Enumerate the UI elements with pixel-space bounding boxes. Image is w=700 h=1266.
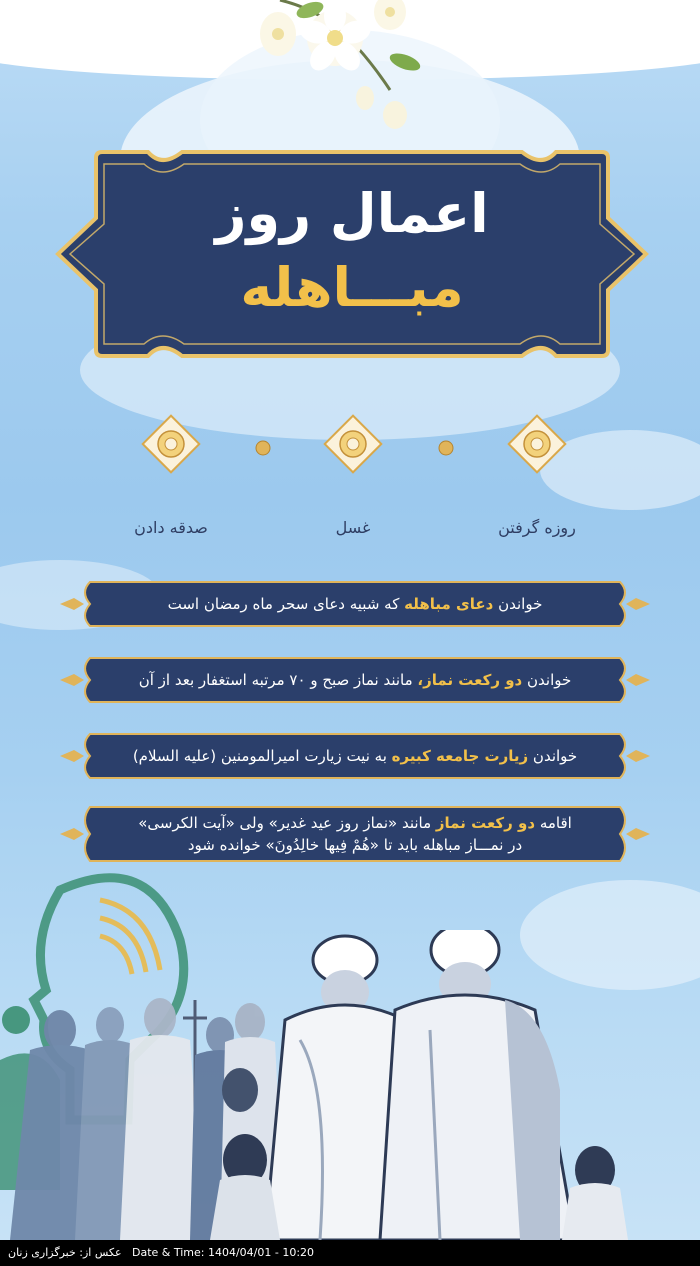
act-text: خواندن دو رکعت نماز، مانند نماز صبح و ۷۰ مرتبه استغفار بعد از آن [138,671,572,689]
act-label: روزه گرفتن [498,518,576,537]
footer-bar [0,1240,700,1266]
date-time: Date & Time: 1404/04/01 - 10:20 [132,1246,315,1259]
ornament-star-icon [323,414,383,474]
ornament-star-icon [141,414,201,474]
act-text: اقامه دو رکعت نماز مانند «نماز روز عید غدیر» ولی «آیت الکرسی» در نمـــاز مباهله باید تا «هُمْ فِیها خالِدُونَ» خوانده شود [138,814,572,854]
jasmine-flower-icon [240,0,440,140]
act-banner-3 [60,730,650,782]
title-plaque [52,148,652,360]
act-text: خواندن زیارت جامعه کبیره به نیت زیارت امیرالمومنین (علیه السلام) [132,747,578,765]
act-text: خواندن دعای مباهله که شبیه دعای سحر ماه رمضان است [167,595,543,613]
act-fasting [462,414,612,537]
act-charity [96,414,246,537]
mubahala-figures-illustration [0,930,700,1240]
act-banner-1 [60,578,650,630]
separator-dot-icon [255,440,271,456]
separator-dot-icon [438,440,454,456]
act-label: غسل [335,518,371,537]
acts-icon-row [0,414,700,544]
plaque-frame [52,148,652,360]
act-banner-2 [60,654,650,706]
title-line-1: اعمال روز [215,182,489,245]
photo-credit: عکس از: خبرگزاری زنان [8,1246,122,1259]
act-banner-4 [60,803,650,865]
act-label: صدقه دادن [134,518,208,537]
act-ghusl [278,414,428,537]
title-line-2: مبـــاهله [240,256,464,319]
ornament-star-icon [507,414,567,474]
